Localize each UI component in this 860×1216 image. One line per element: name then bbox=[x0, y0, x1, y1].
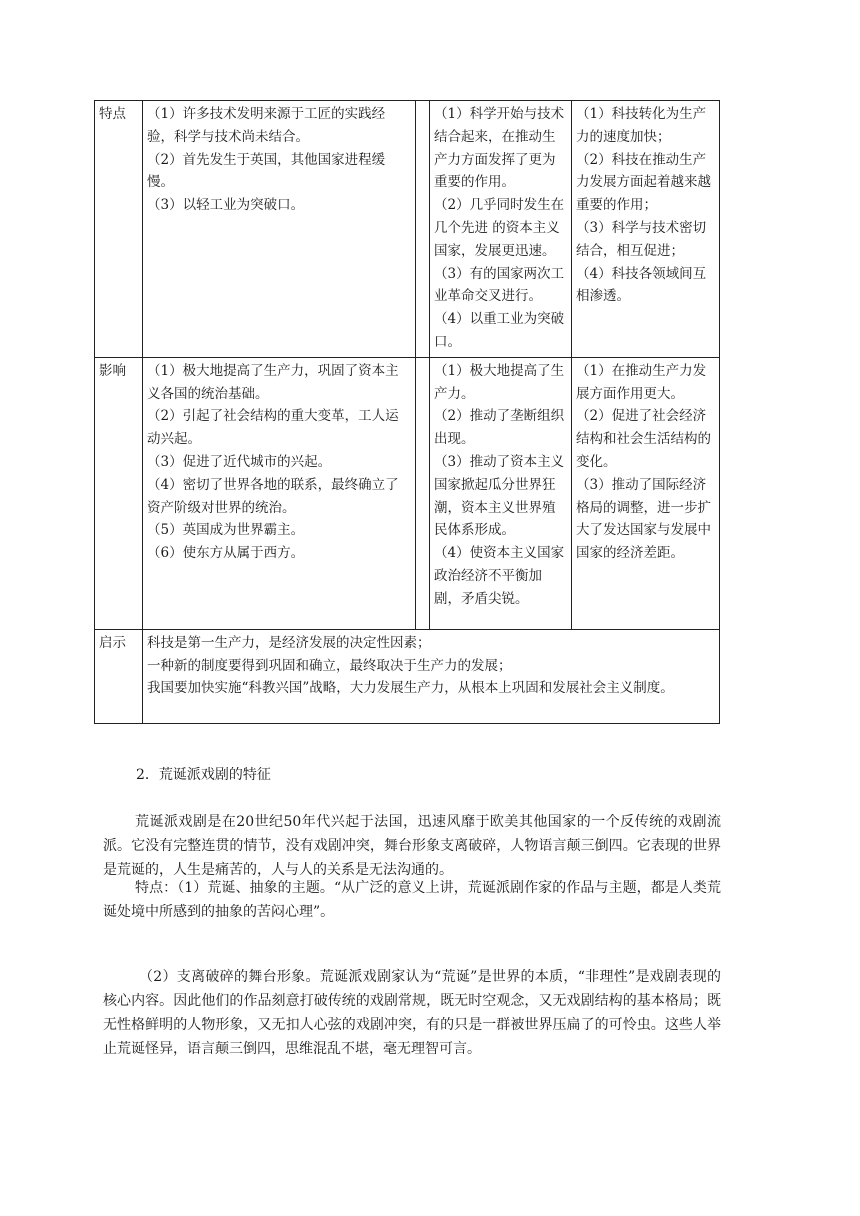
cell-line: 科技是第一生产力，是经济发展的决定性因素； bbox=[147, 634, 431, 651]
impact-cell-third bbox=[572, 357, 720, 629]
cell-line: （1）科学开始与技术结合起来，在推动生产力方面发挥了更为重要的作用。 bbox=[434, 106, 565, 191]
cell-line: （2）促进了社会经济结构和社会生活结构的变化。 bbox=[576, 408, 711, 470]
cell-line: （3）有的国家两次工业革命交叉进行。 bbox=[434, 265, 565, 305]
row-label-features: 特点 bbox=[95, 101, 143, 358]
cell-line: （1）许多技术发明来源于工匠的实践经验，科学与技术尚未结合。 bbox=[147, 106, 386, 145]
insight-cell bbox=[143, 629, 720, 723]
features-cell-first bbox=[143, 101, 416, 358]
body-paragraph-feature-2: （2）支离破碎的舞台形象。荒诞派戏剧家认为“荒诞”是世界的本质，“非理性”是戏剧表现的核心内容。因此他们的作品刻意打破传统的戏剧常规，既无时空观念，又无戏剧结构的基本格局；既无性格鲜明的人物形象，又无扣人心弦的戏剧冲突，有的只是一群被世界压扁了的可怜虫。这些人举止荒诞怪异，语言颠三倒四，思维混乱不堪，毫无理智可言。 bbox=[103, 969, 721, 1057]
body-paragraph-intro: 荒诞派戏剧是在20世纪50年代兴起于法国，迅速风靡于欧美其他国家的一个反传统的戏剧流派。它没有完整连贯的情节，没有戏剧冲突，舞台形象支离破碎，人物语言颠三倒四。它表现的世界是荒诞的，人生是痛苦的，人与人的关系是无法沟通的。 bbox=[103, 814, 721, 878]
table-row-impact bbox=[95, 357, 720, 629]
table-row-features bbox=[95, 101, 720, 358]
cell-line: （5）英国成为世界霸主。 bbox=[147, 522, 305, 539]
features-cell-second bbox=[430, 101, 572, 358]
body-paragraph-feature-1: 特点：（1）荒诞、抽象的主题。“从广泛的意义上讲，荒诞派剧作家的作品与主题，都是人类荒诞处境中所感到的抽象的苦闷心理”。 bbox=[103, 880, 721, 920]
row-label-impact: 影响 bbox=[95, 357, 143, 629]
cell-line: 我国要加快实施“科教兴国”战略，大力发展生产力，从根本上巩固和发展社会主义制度。 bbox=[147, 680, 674, 697]
impact-cell-first bbox=[143, 357, 416, 629]
cell-line: （3）科学与技术密切结合，相互促进； bbox=[576, 219, 707, 259]
cell-line: （4）以重工业为突破口。 bbox=[434, 311, 565, 350]
column-gap bbox=[416, 357, 430, 629]
table-row-insight bbox=[95, 629, 720, 723]
impact-cell-second bbox=[430, 357, 572, 629]
cell-line: 一种新的制度要得到巩固和确立，最终取决于生产力的发展； bbox=[147, 657, 512, 674]
cell-line: （4）科技各领域间互相渗透。 bbox=[576, 265, 707, 305]
cell-line: （4）使资本主义国家政治经济不平衡加剧，矛盾尖锐。 bbox=[434, 545, 565, 607]
comparison-table bbox=[94, 100, 720, 724]
cell-line: （3）促进了近代城市的兴起。 bbox=[147, 453, 332, 470]
cell-line: （2）几乎同时发生在几个先进 的资本主义国家，发展更迅速。 bbox=[434, 197, 565, 259]
cell-line: （3）推动了国际经济格局的调整，进一步扩大了发达国家与发展中国家的经济差距。 bbox=[576, 476, 711, 562]
cell-line: （1）科技转化为生产力的速度加快； bbox=[576, 106, 707, 145]
cell-line: （3）以轻工业为突破口。 bbox=[147, 197, 305, 214]
cell-line: （2）科技在推动生产力发展方面起着越来越重要的作用； bbox=[576, 151, 711, 214]
cell-line: （2）引起了社会结构的重大变革，工人运动兴起。 bbox=[147, 408, 399, 448]
features-cell-third bbox=[572, 101, 720, 358]
cell-line: （2）首先发生于英国，其他国家进程缓慢。 bbox=[147, 151, 386, 191]
section-heading: 2．荒诞派戏剧的特征 bbox=[136, 767, 271, 783]
cell-line: （4）密切了世界各地的联系，最终确立了资产阶级对世界的统治。 bbox=[147, 476, 399, 516]
cell-line: （1）极大地提高了生产力。 bbox=[434, 362, 565, 402]
column-gap bbox=[416, 101, 430, 358]
cell-line: （3）推动了资本主义国家掀起瓜分世界狂潮，资本主义世界殖民体系形成。 bbox=[434, 453, 565, 539]
cell-line: （1）在推动生产力发展方面作用更大。 bbox=[576, 362, 707, 402]
cell-line: （6）使东方从属于西方。 bbox=[147, 545, 305, 562]
cell-line: （1）极大地提高了生产力，巩固了资本主义各国的统治基础。 bbox=[147, 362, 399, 402]
cell-line: （2）推动了垄断组织出现。 bbox=[434, 408, 565, 448]
row-label-insight: 启示 bbox=[95, 629, 143, 723]
